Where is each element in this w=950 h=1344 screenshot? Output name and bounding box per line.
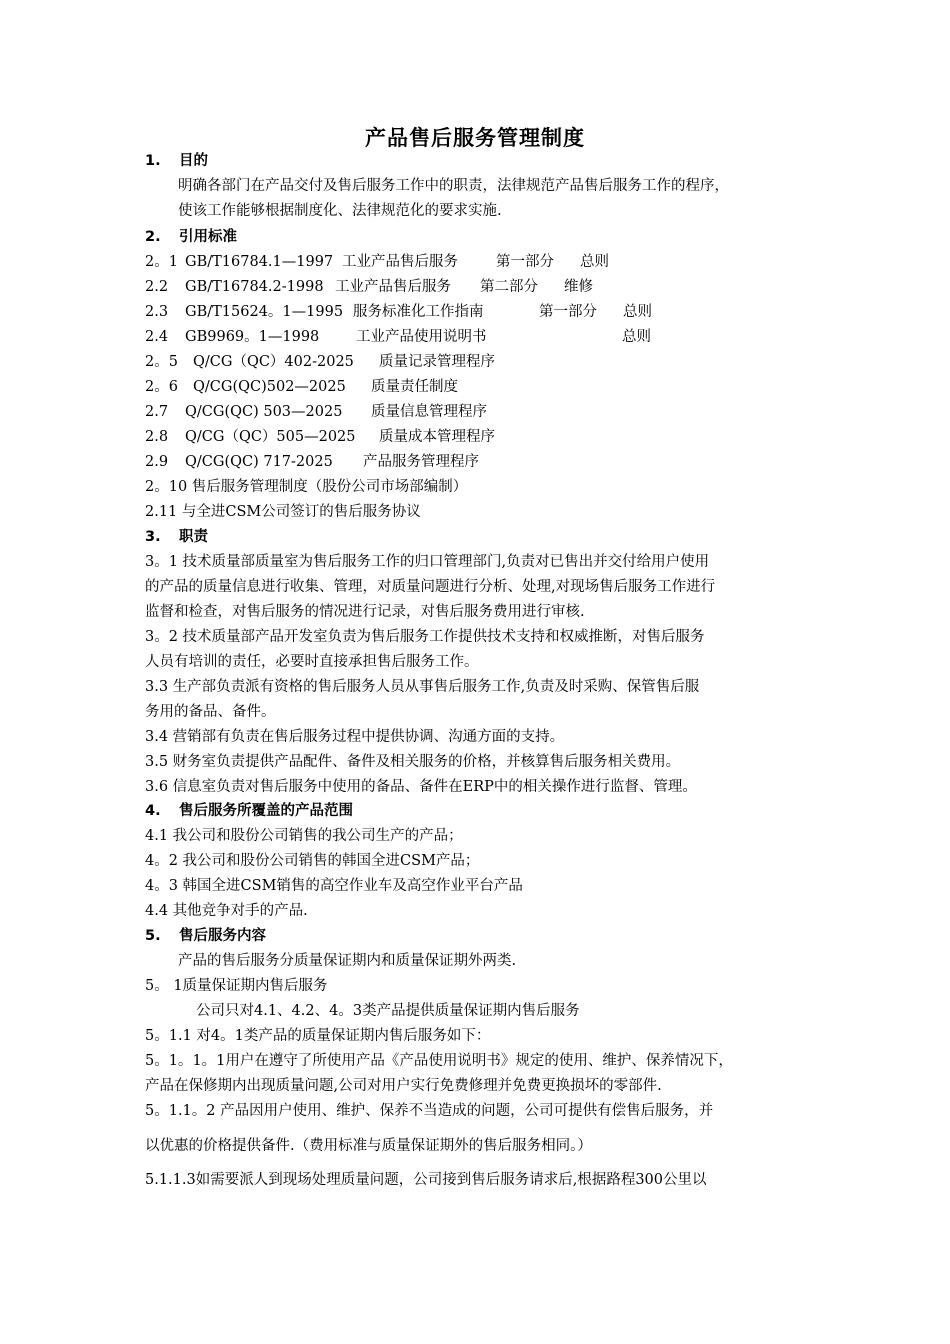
paragraph-line: 5。1。1。1用户在遵守了所使用产品《产品使用说明书》规定的使用、维护、保养情况下， [145, 1053, 733, 1069]
paragraph-line: 3。1 技术质量部质量室为售后服务工作的归口管理部门,负责对已售出并交付给用户使用 [145, 554, 710, 570]
reference-item: 2.11 与全进CSM公司签订的售后服务协议 [145, 504, 421, 520]
reference-item: 2.3 GB/T15624。1—1995 服务标准化工作指南 第一部分 总则 [145, 304, 652, 320]
paragraph-line: 3.4 营销部有负责在售后服务过程中提供协调、沟通方面的支持。 [145, 729, 565, 745]
list-item: 4。3 韩国全进CSM销售的高空作业车及高空作业平台产品 [145, 878, 523, 894]
reference-item: 2.9 Q/CG(QC) 717-2025 产品服务管理程序 [145, 454, 479, 470]
paragraph-line: 的产品的质量信息进行收集、管理，对质量问题进行分析、处理,对现场售后服务工作进行 [145, 579, 716, 595]
reference-item: 2。6 Q/CG(QC)502—2025 质量责任制度 [145, 379, 458, 395]
paragraph-line: 3.6 信息室负责对售后服务中使用的备品、备件在ERP中的相关操作进行监督、管理。 [145, 779, 697, 795]
reference-item: 2。1 GB/T16784.1—1997 工业产品售后服务 第一部分 总则 [145, 254, 609, 270]
paragraph: 产品的售后服务分质量保证期内和质量保证期外两类. [178, 953, 517, 969]
paragraph-line: 3。2 技术质量部产品开发室负责为售后服务工作提供技术支持和权威推断，对售后服务 [145, 629, 705, 645]
reference-item: 2.7 Q/CG(QC) 503—2025 质量信息管理程序 [145, 404, 487, 420]
paragraph-line: 3.3 生产部负责派有资格的售后服务人员从事售后服务工作,负责及时采购、保管售后服 [145, 679, 700, 695]
section-heading-1: 1. 目的 [145, 153, 208, 169]
section-heading-3: 3. 职责 [145, 529, 208, 545]
paragraph: 公司只对4.1、4.2、4。3类产品提供质量保证期内售后服务 [196, 1003, 580, 1019]
paragraph-line: 监督和检查，对售后服务的情况进行记录，对售后服务费用进行审核. [145, 604, 585, 620]
paragraph-line: 人员有培训的责任，必要时直接承担售后服务工作。 [145, 654, 479, 670]
paragraph-line: 5。1.1。2 产品因用户使用、维护、保养不当造成的问题，公司可提供有偿售后服务，并 [145, 1103, 714, 1119]
paragraph-line: 以优惠的价格提供备件.（费用标准与质量保证期外的售后服务相同。） [145, 1138, 592, 1154]
paragraph-line: 务用的备品、备件。 [145, 704, 276, 720]
reference-item: 2.2 GB/T16784.2-1998 工业产品售后服务 第二部分 维修 [145, 279, 593, 295]
list-item: 4。2 我公司和股份公司销售的韩国全进CSM产品； [145, 853, 480, 869]
paragraph-line: 5。1.1 对4。1类产品的质量保证期内售后服务如下： [145, 1028, 491, 1044]
section-heading-2: 2. 引用标准 [145, 229, 237, 245]
paragraph: 明确各部门在产品交付及售后服务工作中的职责，法律规范产品售后服务工作的程序， [178, 178, 729, 194]
section-heading-4: 4. 售后服务所覆盖的产品范围 [145, 803, 353, 819]
paragraph-line: 3.5 财务室负责提供产品配件、备件及相关服务的价格，并核算售后服务相关费用。 [145, 754, 681, 770]
page-title: 产品售后服务管理制度 [365, 126, 585, 150]
reference-item: 2。10 售后服务管理制度（股份公司市场部编制） [145, 479, 468, 495]
list-item: 4.1 我公司和股份公司销售的我公司生产的产品； [145, 828, 463, 844]
paragraph: 使该工作能够根据制度化、法律规范化的要求实施. [178, 203, 502, 219]
reference-item: 2.8 Q/CG（QC）505—2025 质量成本管理程序 [145, 429, 495, 445]
subsection-heading: 5。 1质量保证期内售后服务 [145, 978, 328, 994]
list-item: 4.4 其他竞争对手的产品. [145, 903, 308, 919]
reference-item: 2.4 GB9969。1—1998 工业产品使用说明书 总则 [145, 329, 651, 345]
section-heading-5: 5. 售后服务内容 [145, 928, 266, 944]
reference-item: 2。5 Q/CG（QC）402-2025 质量记录管理程序 [145, 354, 495, 370]
paragraph-line: 产品在保修期内出现质量问题,公司对用户实行免费修理并免费更换损坏的零部件. [145, 1078, 662, 1094]
paragraph-line: 5.1.1.3如需要派人到现场处理质量问题，公司接到售后服务请求后,根据路程300公里以 [145, 1172, 707, 1188]
